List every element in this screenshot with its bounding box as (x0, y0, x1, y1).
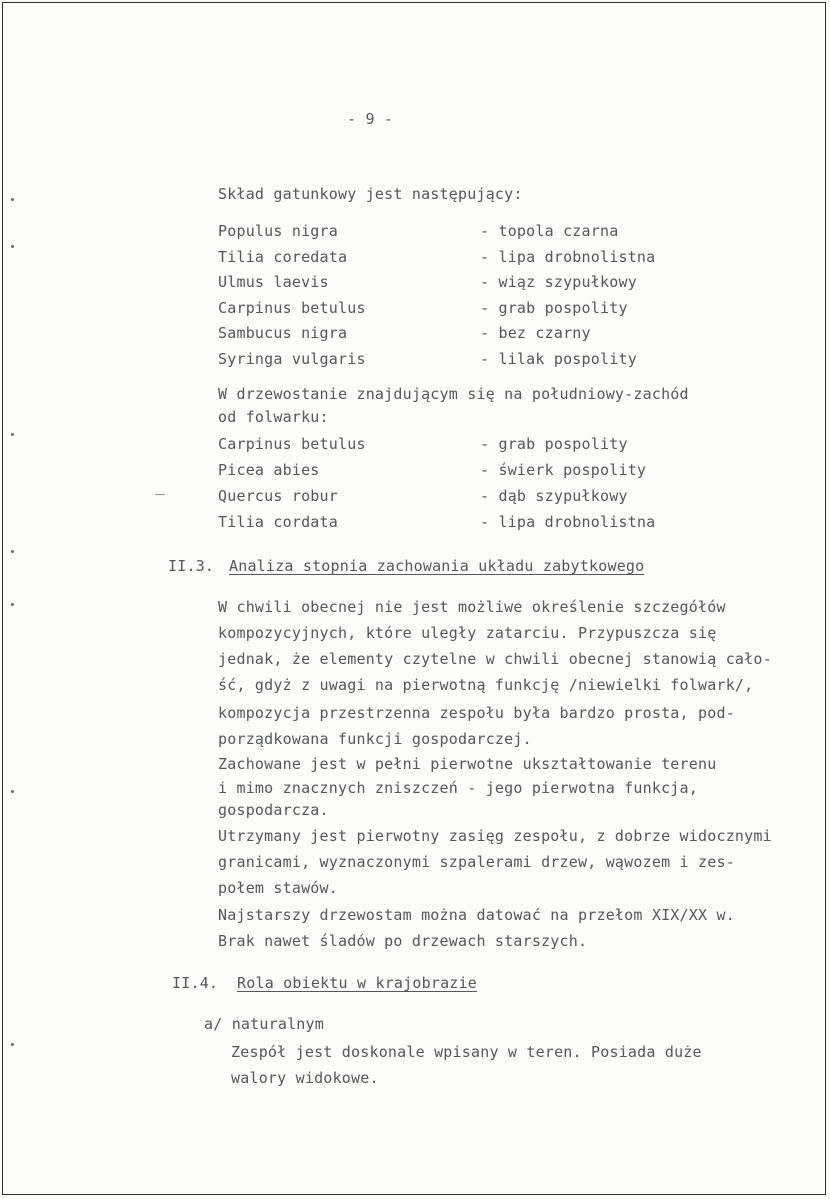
species-latin: Sambucus nigra (218, 324, 348, 342)
species-latin: Ulmus laevis (218, 273, 329, 291)
paragraph-line: kompozycja przestrzenna zespołu była bardzo prosta, pod- (218, 704, 735, 722)
paragraph-line: kompozycyjnych, które uległy zatarciu. Przypuszcza się (218, 624, 717, 642)
margin-dot (11, 603, 14, 606)
paragraph-line: granicami, wyznaczonymi szpalerami drzew, wąwozem i zes- (218, 853, 735, 871)
species-polish: - dąb szypułkowy (480, 487, 628, 505)
paragraph-line: gospodarcza. (218, 801, 329, 819)
paragraph-line: jednak, że elementy czytelne w chwili obecnej stanowią cało- (218, 650, 772, 668)
paragraph-line: Zespół jest doskonale wpisany w teren. Posiada duże (231, 1043, 702, 1061)
species-polish: - grab pospolity (480, 435, 628, 453)
paragraph-line: i mimo znacznych zniszczeń - jego pierwotna funkcja, (218, 779, 698, 797)
paragraph-line: porządkowana funkcji gospodarczej. (218, 730, 532, 748)
species-intro: Skład gatunkowy jest następujący: (218, 185, 523, 203)
species-latin: Picea abies (218, 461, 320, 479)
stand-intro-line: W drzewostanie znajdującym się na południowy-zachód (218, 385, 689, 403)
section-title: Analiza stopnia zachowania układu zabytkowego (229, 557, 645, 575)
species-latin: Syringa vulgaris (218, 350, 366, 368)
species-polish: - lipa drobnolistna (480, 513, 656, 531)
margin-dot (11, 433, 14, 436)
species-latin: Tilia coredata (218, 248, 348, 266)
margin-dot (11, 1043, 14, 1046)
paragraph-line: połem stawów. (218, 879, 338, 897)
section-number: II.4. (172, 974, 219, 992)
margin-dot (11, 790, 14, 793)
paragraph-line: Najstarszy drzewostam można datować na przełom XIX/XX w. (218, 906, 735, 924)
paragraph-line: Zachowane jest w pełni pierwotne ukształtowanie terenu (218, 755, 717, 773)
page-number: - 9 - (347, 110, 394, 128)
margin-dot (11, 198, 14, 201)
species-polish: - wiąz szypułkowy (480, 273, 637, 291)
paragraph-line: ść, gdyż z uwagi na pierwotną funkcję /niewielki folwark/, (218, 676, 754, 694)
species-polish: - lilak pospolity (480, 350, 637, 368)
section-number: II.3. (168, 557, 215, 575)
species-latin: Carpinus betulus (218, 435, 366, 453)
margin-dot (11, 550, 14, 553)
species-polish: - bez czarny (480, 324, 591, 342)
species-polish: - świerk pospolity (480, 461, 647, 479)
species-polish: - lipa drobnolistna (480, 248, 656, 266)
species-latin: Tilia cordata (218, 513, 338, 531)
species-polish: - topola czarna (480, 222, 619, 240)
species-latin: Carpinus betulus (218, 299, 366, 317)
species-polish: - grab pospolity (480, 299, 628, 317)
paragraph-line: walory widokowe. (231, 1069, 379, 1087)
species-latin: Populus nigra (218, 222, 338, 240)
stand-intro-line: od folwarku: (218, 408, 329, 426)
margin-dot (11, 245, 14, 248)
species-latin: Quercus robur (218, 487, 338, 505)
paragraph-line: W chwili obecnej nie jest możliwe określenie szczegółów (218, 598, 726, 616)
paragraph-line: Brak nawet śladów po drzewach starszych. (218, 932, 588, 950)
margin-tick (155, 494, 165, 495)
subpoint-label: a/ naturalnym (204, 1015, 324, 1033)
section-title: Rola obiektu w krajobrazie (237, 974, 477, 992)
paragraph-line: Utrzymany jest pierwotny zasięg zespołu, z dobrze widocznymi (218, 827, 772, 845)
